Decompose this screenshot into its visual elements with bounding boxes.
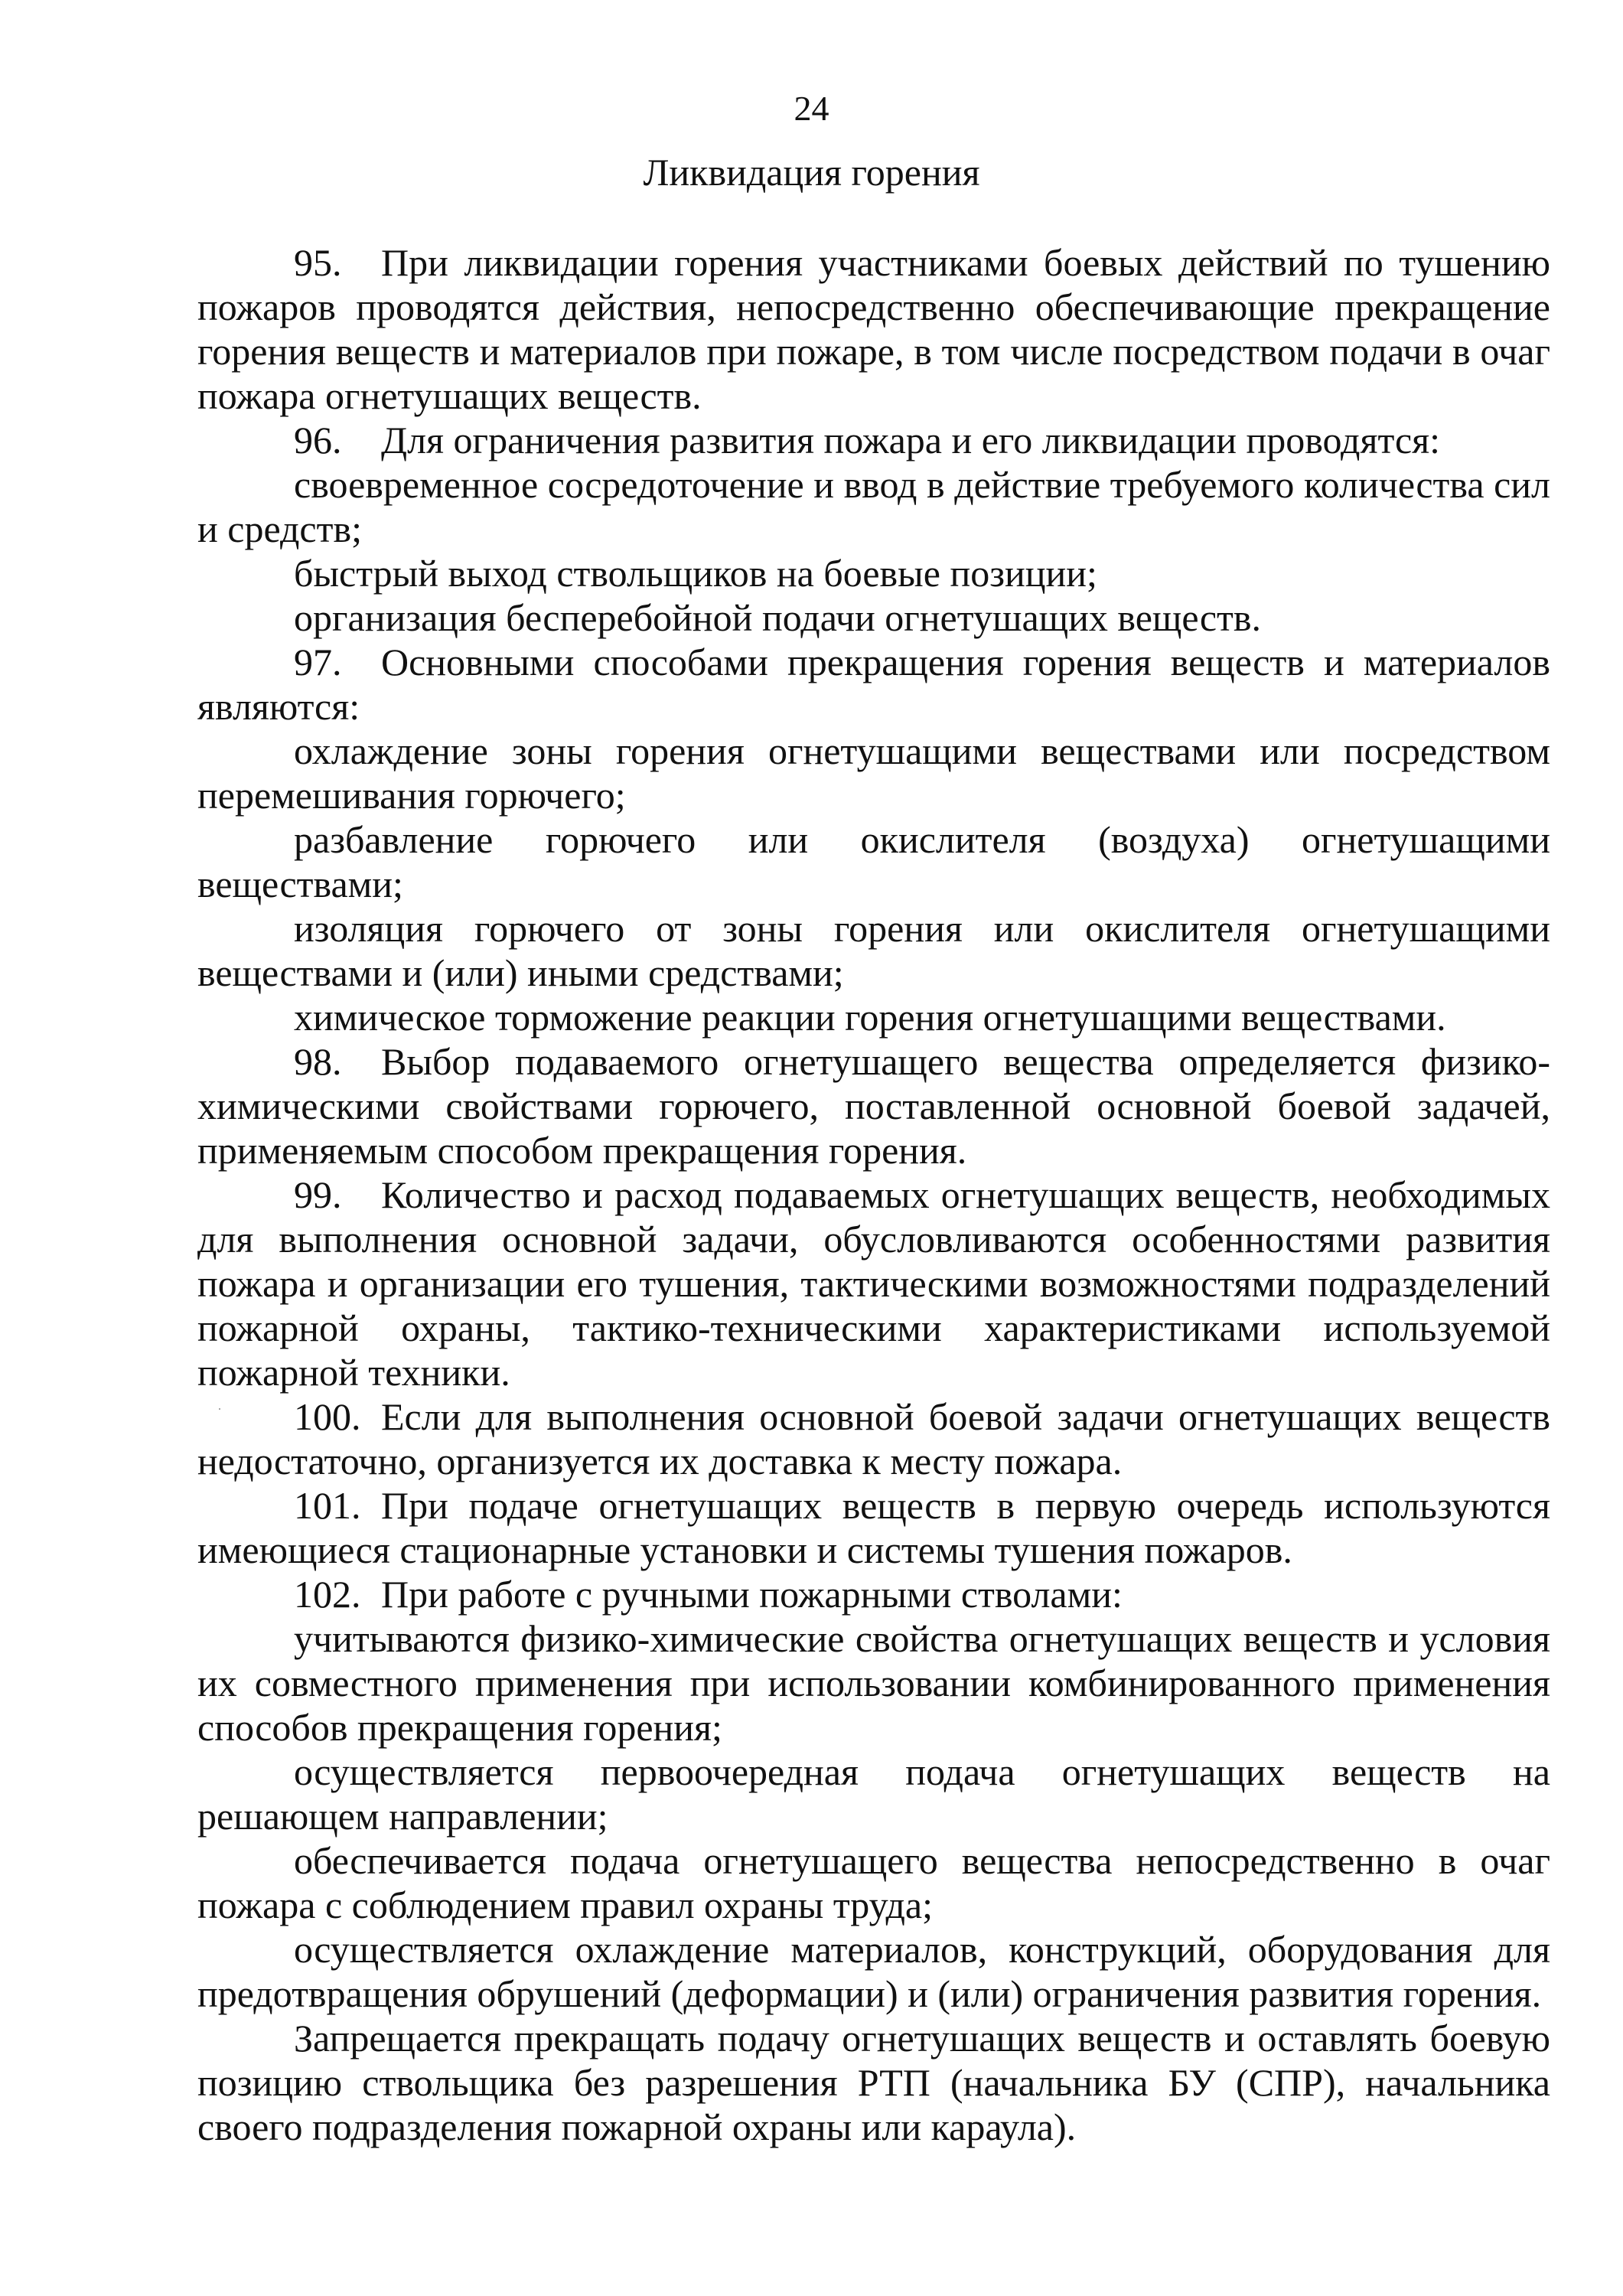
paragraph-100 [197, 1394, 1550, 1483]
scan-speck [219, 1408, 220, 1410]
paragraph-number: 95. [294, 241, 342, 284]
paragraph-101 [197, 1483, 1550, 1572]
paragraph-number: 98. [294, 1040, 342, 1083]
paragraph-text: организация бесперебойной подачи огнетушащих веществ. [294, 596, 1261, 639]
paragraph-text: осуществляется первоочередная подача огнетушащих веществ на решающем направлении; [197, 1750, 1550, 1838]
paragraph-number: 102. [294, 1573, 361, 1616]
paragraph-text: Количество и расход подаваемых огнетушащих веществ, необходимых для выполнения основной задачи, обусловливаются особенностями развития пожара и организации его тушения, тактическими возможностями подразделений пожарной охраны, тактико-техническими характеристиками используемой пожарной техники. [197, 1173, 1550, 1394]
paragraph-number: 100. [294, 1395, 361, 1438]
list-item [197, 1927, 1550, 2016]
list-item [197, 551, 1550, 595]
paragraph-text: Основными способами прекращения горения веществ и материалов являются: [197, 641, 1550, 728]
paragraph-text: химическое торможение реакции горения огнетушащими веществами. [294, 996, 1446, 1039]
paragraph-number: 99. [294, 1173, 342, 1216]
paragraph-text: осуществляется охлаждение материалов, конструкций, оборудования для предотвращения обрушений (деформации) и (или) ограничения развития горения. [197, 1928, 1550, 2015]
paragraph-96 [197, 418, 1550, 462]
paragraph-95 [197, 240, 1550, 418]
paragraph-text: охлаждение зоны горения огнетушащими веществами или посредством перемешивания горючего; [197, 729, 1550, 817]
paragraph-text: учитываются физико-химические свойства огнетушащих веществ и условия их совместного применения при использовании комбинированного применения способов прекращения горения; [197, 1617, 1550, 1749]
paragraph-text: Выбор подаваемого огнетушащего вещества определяется физико-химическими свойствами горючего, поставленной основной боевой задачей, применяемым способом прекращения горения. [197, 1040, 1550, 1172]
section-title: Ликвидация горения [643, 151, 980, 194]
list-item [197, 1750, 1550, 1838]
list-item [197, 462, 1550, 551]
paragraph-number: 97. [294, 641, 342, 683]
paragraph-number: 101. [294, 1484, 361, 1527]
list-item [197, 995, 1550, 1039]
body-text [197, 240, 1550, 2149]
paragraph-99 [197, 1172, 1550, 1394]
paragraph-text: обеспечивается подача огнетушащего вещества непосредственно в очаг пожара с соблюдением правил охраны труда; [197, 1839, 1550, 1926]
paragraph-97 [197, 640, 1550, 729]
list-item [197, 729, 1550, 817]
paragraph-text: изоляция горючего от зоны горения или окислителя огнетушащими веществами и (или) иными средствами; [197, 907, 1550, 994]
paragraph-text: Если для выполнения основной боевой задачи огнетушащих веществ недостаточно, организуется их доставка к месту пожара. [197, 1395, 1550, 1482]
list-item [197, 1616, 1550, 1750]
paragraph-text: При подаче огнетушащих веществ в первую очередь используются имеющиеся стационарные установки и системы тушения пожаров. [197, 1484, 1550, 1571]
paragraph-text: При ликвидации горения участниками боевых действий по тушению пожаров проводятся действия, непосредственно обеспечивающие прекращение горения веществ и материалов при пожаре, в том числе посредством подачи в очаг пожара огнетушащих веществ. [197, 241, 1550, 417]
paragraph-text: При работе с ручными пожарными стволами: [381, 1573, 1123, 1616]
paragraph-number: 96. [294, 419, 342, 461]
prohibition-paragraph [197, 2016, 1550, 2149]
paragraph-text: быстрый выход ствольщиков на боевые позиции; [294, 552, 1097, 595]
list-item [197, 906, 1550, 995]
paragraph-text: Для ограничения развития пожара и его ликвидации проводятся: [381, 419, 1441, 461]
list-item [197, 817, 1550, 906]
paragraph-text: Запрещается прекращать подачу огнетушащих веществ и оставлять боевую позицию ствольщика без разрешения РТП (начальника БУ (СПР), начальника своего подразделения пожарной охраны или караула). [197, 2017, 1550, 2148]
paragraph-text: своевременное сосредоточение и ввод в действие требуемого количества сил и средств; [197, 463, 1550, 550]
list-item [197, 1838, 1550, 1927]
list-item [197, 595, 1550, 640]
paragraph-text: разбавление горючего или окислителя (воздуха) огнетушащими веществами; [197, 818, 1550, 905]
page-number: 24 [794, 89, 829, 128]
paragraph-102 [197, 1572, 1550, 1616]
paragraph-98 [197, 1039, 1550, 1172]
